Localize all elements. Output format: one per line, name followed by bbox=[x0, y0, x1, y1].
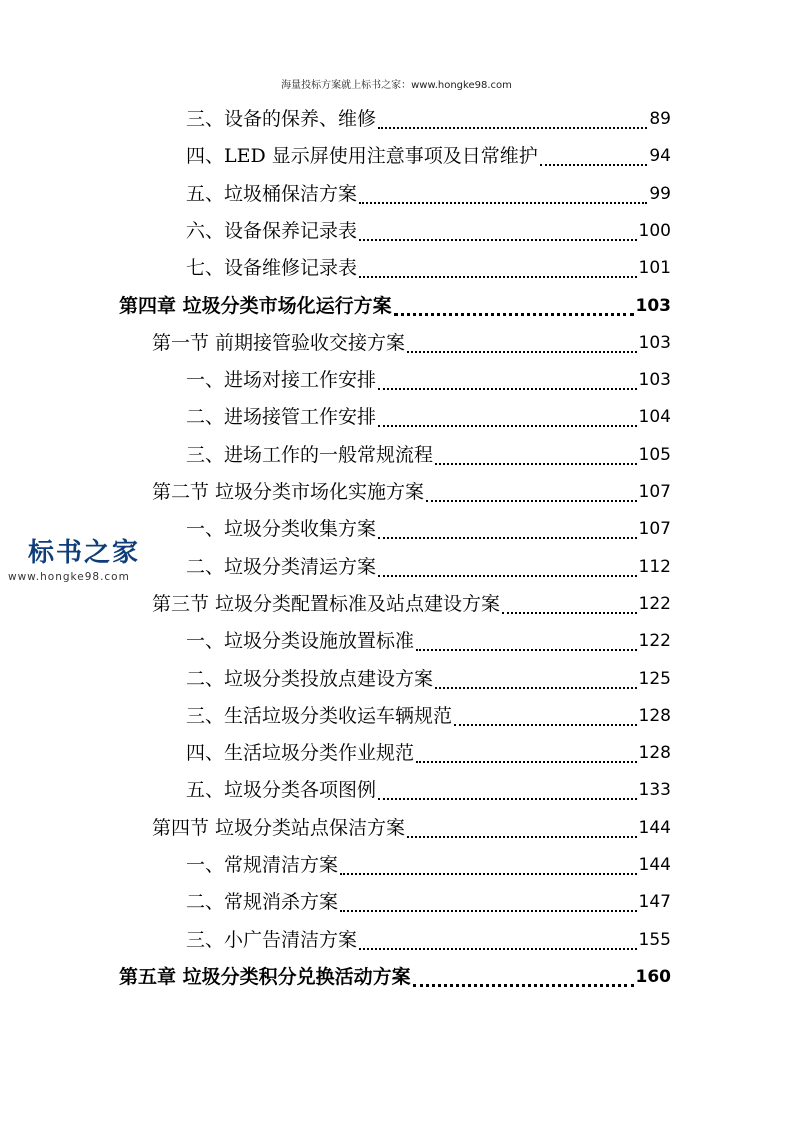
toc-dot-leader bbox=[378, 797, 637, 800]
toc-page-number: 122 bbox=[638, 631, 671, 652]
toc-chapter-entry[interactable] bbox=[119, 959, 671, 996]
watermark-logo bbox=[8, 532, 158, 583]
toc-dot-leader bbox=[378, 126, 647, 129]
toc-entry-label: 四、生活垃圾分类作业规范 bbox=[186, 742, 415, 765]
watermark-url: www.hongke98.com bbox=[8, 571, 130, 583]
toc-page-number: 107 bbox=[638, 482, 671, 502]
toc-subsection-entry[interactable] bbox=[186, 847, 671, 884]
toc-dot-leader bbox=[340, 909, 637, 912]
toc-subsection-entry[interactable] bbox=[186, 437, 671, 474]
toc-dot-leader bbox=[378, 424, 637, 427]
toc-entry-label: 一、常规清洁方案 bbox=[186, 854, 339, 876]
toc-page-number: 89 bbox=[649, 109, 671, 129]
toc-dot-leader bbox=[502, 611, 637, 614]
toc-page-number: 112 bbox=[638, 556, 671, 577]
toc-section-entry[interactable] bbox=[152, 810, 671, 847]
toc-dot-leader bbox=[394, 312, 634, 316]
toc-page-number: 144 bbox=[638, 817, 671, 838]
toc-subsection-entry[interactable] bbox=[186, 362, 671, 399]
toc-dot-leader bbox=[407, 350, 637, 353]
page-header: 海量投标方案就上标书之家：www.hongke98.com bbox=[281, 80, 512, 91]
toc-page-number: 104 bbox=[638, 407, 671, 428]
toc-subsection-entry[interactable] bbox=[186, 623, 671, 660]
toc-dot-leader bbox=[340, 872, 637, 875]
toc-section-entry[interactable] bbox=[152, 586, 671, 623]
watermark-title: 标书之家 bbox=[28, 538, 141, 568]
toc-dot-leader bbox=[435, 462, 637, 465]
toc-entry-label: 一、垃圾分类设施放置标准 bbox=[186, 630, 415, 653]
toc-entry-label: 第二节 垃圾分类市场化实施方案 bbox=[152, 481, 425, 503]
toc-dot-leader bbox=[540, 163, 648, 166]
toc-dot-leader bbox=[435, 686, 637, 689]
toc-entry-label: 六、设备保养记录表 bbox=[186, 219, 358, 242]
toc-dot-leader bbox=[426, 499, 637, 502]
toc-page-number: 133 bbox=[638, 780, 671, 801]
toc-entry-label: 第三节 垃圾分类配置标准及站点建设方案 bbox=[152, 592, 501, 615]
toc-entry-label: 二、垃圾分类清运方案 bbox=[186, 555, 377, 578]
toc-entry-label: 二、垃圾分类投放点建设方案 bbox=[186, 667, 434, 690]
toc-page-number: 128 bbox=[638, 743, 671, 764]
toc-page-number: 144 bbox=[638, 855, 671, 875]
toc-entry-label: 第五章 垃圾分类积分兑换活动方案 bbox=[119, 965, 411, 988]
toc-entry-label: 一、垃圾分类收集方案 bbox=[186, 518, 377, 541]
toc-chapter-entry[interactable] bbox=[119, 288, 671, 325]
toc-subsection-entry[interactable] bbox=[186, 101, 671, 138]
toc-subsection-entry[interactable] bbox=[186, 138, 671, 175]
toc-entry-label: 第一节 前期接管验收交接方案 bbox=[152, 331, 406, 354]
toc-dot-leader bbox=[378, 536, 637, 539]
toc-dot-leader bbox=[359, 947, 637, 950]
toc-page-number: 101 bbox=[638, 258, 671, 279]
toc-entry-label: 三、设备的保养、维修 bbox=[186, 108, 377, 130]
toc-page-number: 122 bbox=[638, 593, 671, 614]
toc-entry-label: 二、进场接管工作安排 bbox=[186, 406, 377, 429]
toc-entry-label: 一、进场对接工作安排 bbox=[186, 369, 377, 392]
toc-page-number: 160 bbox=[635, 966, 671, 987]
toc-dot-leader bbox=[413, 983, 634, 987]
toc-entry-label: 三、小广告清洁方案 bbox=[186, 928, 358, 951]
toc-subsection-entry[interactable] bbox=[186, 250, 671, 287]
toc-subsection-entry[interactable] bbox=[186, 399, 671, 436]
toc-page-number: 128 bbox=[638, 705, 671, 726]
toc-subsection-entry[interactable] bbox=[186, 661, 671, 698]
toc-dot-leader bbox=[359, 238, 637, 241]
toc-page-number: 103 bbox=[638, 370, 671, 391]
toc-page-number: 99 bbox=[649, 183, 671, 204]
toc-entry-label: 三、生活垃圾分类收运车辆规范 bbox=[186, 704, 453, 727]
toc-dot-leader bbox=[407, 835, 637, 838]
toc-dot-leader bbox=[454, 723, 637, 726]
toc-page-number: 147 bbox=[638, 892, 671, 913]
toc-dot-leader bbox=[378, 574, 637, 577]
toc-page-number: 94 bbox=[649, 146, 671, 167]
toc-entry-label: 三、进场工作的一般常规流程 bbox=[186, 443, 434, 466]
toc-subsection-entry[interactable] bbox=[186, 735, 671, 772]
toc-dot-leader bbox=[378, 387, 637, 390]
toc-entry-label: 七、设备维修记录表 bbox=[186, 257, 358, 280]
toc-page-number: 103 bbox=[638, 332, 671, 353]
toc-subsection-entry[interactable] bbox=[186, 922, 671, 959]
toc-page-number: 100 bbox=[638, 220, 671, 241]
toc-dot-leader bbox=[359, 275, 637, 278]
toc-entry-label: 第四节 垃圾分类站点保洁方案 bbox=[152, 816, 406, 839]
toc-subsection-entry[interactable] bbox=[186, 772, 671, 809]
toc-page-number: 155 bbox=[638, 929, 671, 950]
toc-subsection-entry[interactable] bbox=[186, 549, 671, 586]
toc-page-number: 125 bbox=[638, 668, 671, 689]
toc-subsection-entry[interactable] bbox=[186, 698, 671, 735]
toc-page-number: 103 bbox=[635, 295, 671, 316]
toc-subsection-entry[interactable] bbox=[186, 213, 671, 250]
toc-section-entry[interactable] bbox=[152, 325, 671, 362]
toc-subsection-entry[interactable] bbox=[186, 884, 671, 921]
toc-entry-label: 五、垃圾分类各项图例 bbox=[186, 779, 377, 802]
toc-subsection-entry[interactable] bbox=[186, 511, 671, 548]
toc-entry-label: 二、常规消杀方案 bbox=[186, 891, 339, 914]
toc-entry-label: 第四章 垃圾分类市场化运行方案 bbox=[119, 294, 392, 317]
toc-section-entry[interactable] bbox=[152, 474, 671, 511]
toc-dot-leader bbox=[359, 201, 647, 204]
toc-entry-label: 四、LED 显示屏使用注意事项及日常维护 bbox=[186, 145, 538, 168]
toc-entry-label: 五、垃圾桶保洁方案 bbox=[186, 182, 358, 205]
toc-page-number: 105 bbox=[638, 444, 671, 465]
toc-dot-leader bbox=[416, 648, 637, 651]
toc-dot-leader bbox=[416, 760, 637, 763]
toc-subsection-entry[interactable] bbox=[186, 176, 671, 213]
toc-page-number: 107 bbox=[638, 519, 671, 540]
